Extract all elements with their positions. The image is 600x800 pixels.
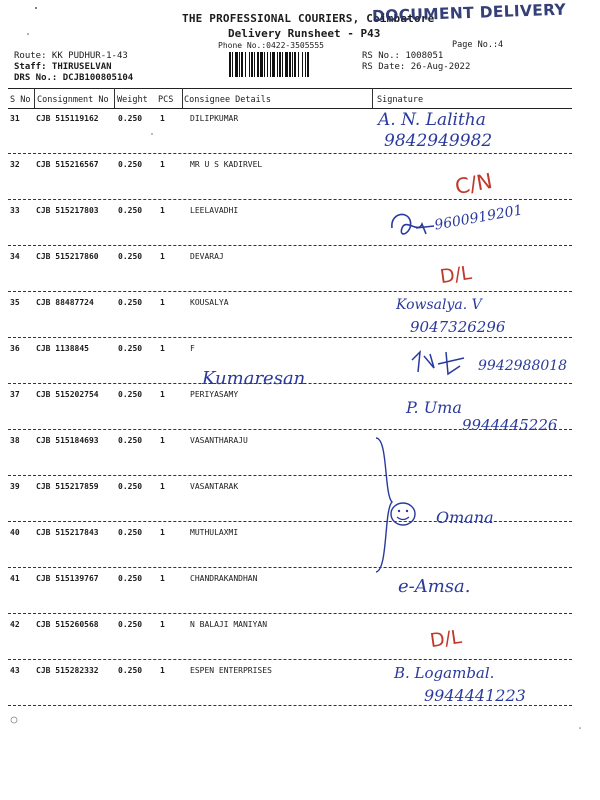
smiley-mark xyxy=(388,500,418,528)
row-consignment-no: CJB 1138845 xyxy=(36,344,89,353)
row-divider xyxy=(8,337,572,338)
row-pcs: 1 xyxy=(160,666,165,675)
column-divider xyxy=(372,88,373,108)
row-consignment-no: CJB 515260568 xyxy=(36,620,99,629)
signature-31-phone: 9842949982 xyxy=(384,131,493,151)
signature-37-name: P. Uma xyxy=(406,398,462,417)
row-consignment-no: CJB 515216567 xyxy=(36,160,99,169)
row-pcs: 1 xyxy=(160,482,165,491)
barcode-bar xyxy=(249,52,250,77)
row-weight: 0.250 xyxy=(118,666,143,675)
row-consignee: VASANTHARAJU xyxy=(190,436,248,445)
row-weight: 0.250 xyxy=(118,390,143,399)
barcode-bar xyxy=(229,52,231,77)
barcode-bar xyxy=(285,52,288,77)
runsheet-title: Delivery Runsheet - P43 xyxy=(228,27,381,40)
row-consignment-no: CJB 88487724 xyxy=(36,298,94,307)
row-sno: 32 xyxy=(10,160,20,169)
column-header-signature: Signature xyxy=(377,95,424,105)
column-header-consignee: Consignee Details xyxy=(184,95,271,105)
row-divider xyxy=(8,153,572,154)
barcode-bar xyxy=(302,52,303,77)
signature-43-name: B. Logambal. xyxy=(394,664,495,682)
barcode-bar xyxy=(307,52,309,77)
row-weight: 0.250 xyxy=(118,206,143,215)
row-consignee: ESPEN ENTERPRISES xyxy=(190,666,272,675)
row-consignee: DEVARAJ xyxy=(190,252,224,261)
barcode-bar xyxy=(264,52,265,77)
barcode-bar xyxy=(235,52,238,77)
barcode-bar xyxy=(272,52,275,77)
signature-43-phone: 9944441223 xyxy=(424,686,526,705)
row-sno: 41 xyxy=(10,574,20,583)
row-sno: 36 xyxy=(10,344,20,353)
row-consignment-no: CJB 515217860 xyxy=(36,252,99,261)
row-sno: 34 xyxy=(10,252,20,261)
signature-36-name: Kumaresan xyxy=(202,368,306,389)
barcode-bar xyxy=(292,52,293,77)
row-sno: 35 xyxy=(10,298,20,307)
mark-34-dl: D/L xyxy=(438,261,474,289)
row-consignment-no: CJB 515119162 xyxy=(36,114,99,123)
barcode-bar xyxy=(251,52,253,77)
row-pcs: 1 xyxy=(160,206,165,215)
column-header-sno: S No xyxy=(10,95,31,105)
row-divider xyxy=(8,705,572,706)
row-consignee: F xyxy=(190,344,195,353)
signature-35-name: Kowsalya. V xyxy=(396,297,482,313)
row-sno: 33 xyxy=(10,206,20,215)
phone-number: Phone No.:0422-3505555 xyxy=(218,41,324,50)
barcode-bar xyxy=(279,52,281,77)
row-consignment-no: CJB 515217843 xyxy=(36,528,99,537)
column-divider xyxy=(34,88,35,108)
row-pcs: 1 xyxy=(160,114,165,123)
column-header-consignment: Consignment No xyxy=(37,95,109,105)
barcode-bar xyxy=(270,52,271,77)
column-divider xyxy=(182,88,183,108)
row-divider xyxy=(8,475,572,476)
row-consignee: LEELAVADHI xyxy=(190,206,239,215)
row-weight: 0.250 xyxy=(118,528,143,537)
row-sno: 37 xyxy=(10,390,20,399)
table-top-rule xyxy=(8,88,572,89)
row-divider xyxy=(8,245,572,246)
row-pcs: 1 xyxy=(160,344,165,353)
signature-33-scribble xyxy=(388,206,436,244)
row-sno: 42 xyxy=(10,620,20,629)
row-consignment-no: CJB 515202754 xyxy=(36,390,99,399)
row-pcs: 1 xyxy=(160,528,165,537)
barcode-bar xyxy=(277,52,278,77)
row-divider xyxy=(8,613,572,614)
barcode-bar xyxy=(294,52,296,77)
row-weight: 0.250 xyxy=(118,436,143,445)
signature-40-name: Omana xyxy=(436,508,494,527)
row-divider xyxy=(8,567,572,568)
signature-37-phone: 9944445226 xyxy=(462,416,558,434)
drs-number: DRS No.: DCJB100805104 xyxy=(14,73,134,83)
row-pcs: 1 xyxy=(160,574,165,583)
barcode-bar xyxy=(282,52,283,77)
signature-36-scribble xyxy=(408,348,476,378)
row-consignee: MUTHULAXMI xyxy=(190,528,239,537)
row-consignee: DILIPKUMAR xyxy=(190,114,239,123)
row-weight: 0.250 xyxy=(118,620,143,629)
row-sno: 38 xyxy=(10,436,20,445)
staff-label: Staff: THIRUSELVAN xyxy=(14,62,112,72)
row-consignment-no: CJB 515184693 xyxy=(36,436,99,445)
barcode-bar xyxy=(267,52,268,77)
barcode-bar xyxy=(305,52,306,77)
row-weight: 0.250 xyxy=(118,160,143,169)
barcode-bar xyxy=(232,52,233,77)
row-consignee: PERIYASAMY xyxy=(190,390,239,399)
row-consignee: CHANDRAKANDHAN xyxy=(190,574,258,583)
row-consignment-no: CJB 515217859 xyxy=(36,482,99,491)
mark-32-cn: C/N xyxy=(453,168,495,200)
row-pcs: 1 xyxy=(160,620,165,629)
row-sno: 31 xyxy=(10,114,20,123)
row-consignee: N BALAJI MANIYAN xyxy=(190,620,268,629)
row-pcs: 1 xyxy=(160,160,165,169)
row-weight: 0.250 xyxy=(118,114,143,123)
barcode-bar xyxy=(257,52,259,77)
barcode xyxy=(228,52,356,77)
row-pcs: 1 xyxy=(160,252,165,261)
row-divider xyxy=(8,291,572,292)
barcode-bar xyxy=(289,52,291,77)
signature-31-name: A. N. Lalitha xyxy=(378,110,486,130)
barcode-bar xyxy=(245,52,246,77)
row-pcs: 1 xyxy=(160,298,165,307)
barcode-bar xyxy=(260,52,263,77)
signature-36-phone: 9942988018 xyxy=(478,358,568,374)
row-weight: 0.250 xyxy=(118,344,143,353)
row-weight: 0.250 xyxy=(118,574,143,583)
row-consignee: VASANTARAK xyxy=(190,482,239,491)
row-sno: 40 xyxy=(10,528,20,537)
column-header-pcs: PCS xyxy=(158,95,174,105)
row-sno: 39 xyxy=(10,482,20,491)
rs-number: RS No.: 1008051 xyxy=(362,51,444,61)
barcode-bar xyxy=(241,52,243,77)
row-pcs: 1 xyxy=(160,390,165,399)
row-divider xyxy=(8,199,572,200)
mark-42-dl: D/L xyxy=(428,625,464,653)
page-number: Page No.:4 xyxy=(452,40,504,50)
row-consignment-no: CJB 515282332 xyxy=(36,666,99,675)
column-divider xyxy=(114,88,115,108)
row-sno: 43 xyxy=(10,666,20,675)
row-weight: 0.250 xyxy=(118,252,143,261)
row-pcs: 1 xyxy=(160,436,165,445)
row-consignee: KOUSALYA xyxy=(190,298,229,307)
signature-41-name: e-Amsa. xyxy=(398,576,471,597)
barcode-bar xyxy=(254,52,255,77)
row-consignment-no: CJB 515217803 xyxy=(36,206,99,215)
route-label: Route: KK PUDHUR-1-43 xyxy=(14,51,128,61)
table-header-rule xyxy=(8,108,572,109)
barcode-bar xyxy=(298,52,299,77)
column-header-weight: Weight xyxy=(117,95,148,105)
row-consignment-no: CJB 515139767 xyxy=(36,574,99,583)
row-weight: 0.250 xyxy=(118,298,143,307)
signature-35-phone: 9047326296 xyxy=(410,318,506,336)
company-name: THE PROFESSIONAL COURIERS, Coimbatore xyxy=(182,12,435,25)
barcode-bar xyxy=(239,52,240,77)
row-weight: 0.250 xyxy=(118,482,143,491)
rs-date: RS Date: 26-Aug-2022 xyxy=(362,62,471,72)
signature-33-phone: 9600919201 xyxy=(433,202,524,234)
row-consignee: MR U S KADIRVEL xyxy=(190,160,263,169)
document-delivery-stamp: DOCUMENT DELIVERY xyxy=(371,0,567,26)
row-divider xyxy=(8,659,572,660)
